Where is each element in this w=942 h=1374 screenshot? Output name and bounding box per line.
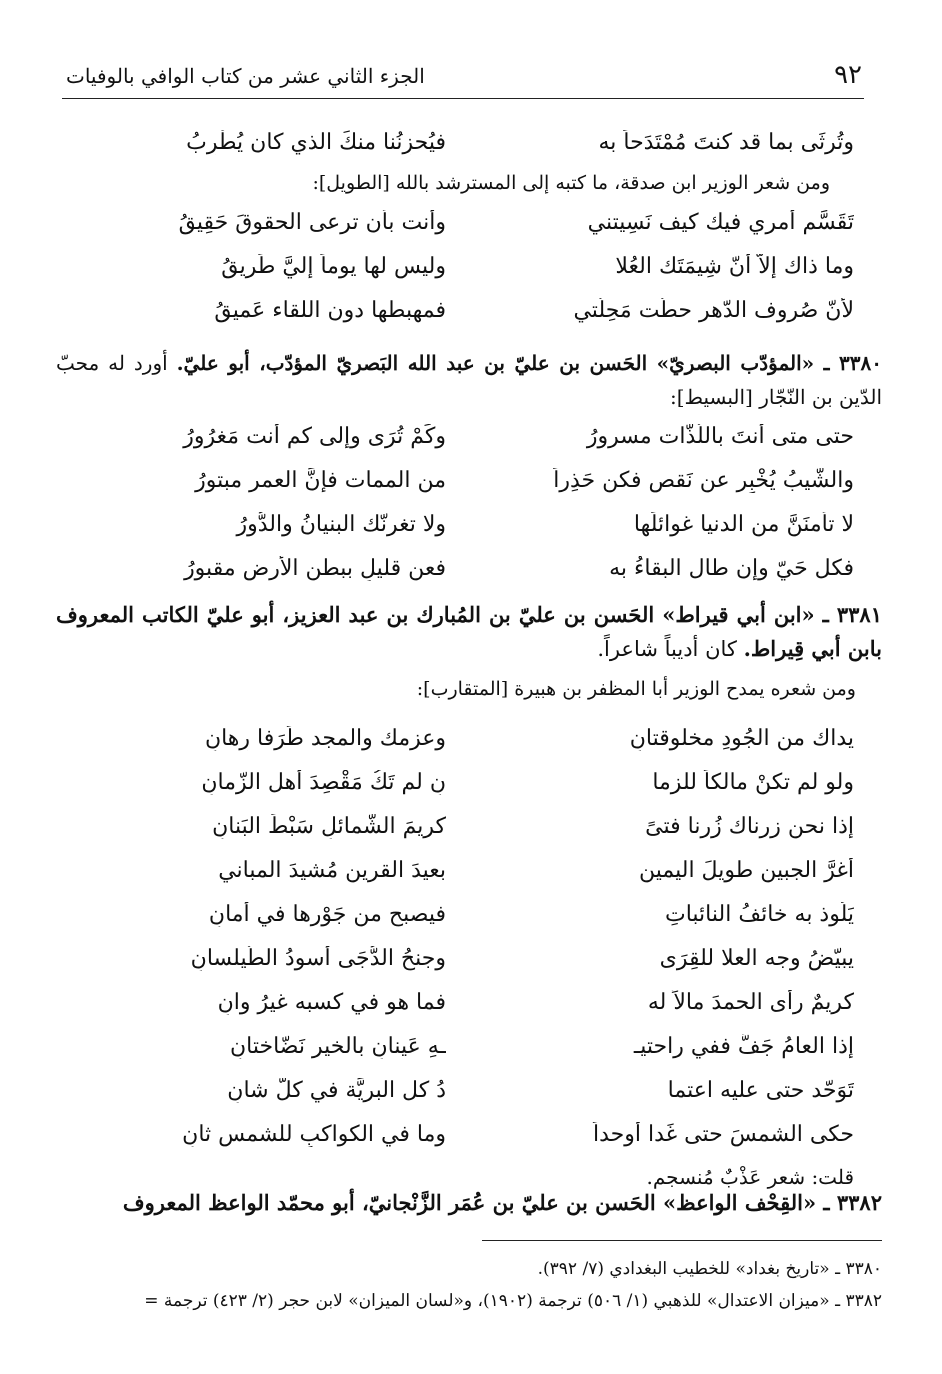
poem-3381: [68, 716, 854, 1194]
entry-heading: ٣٣٨٢ ـ «القِحْف الواعظ» الحَسن بن عليّ بن عُمَر الزَّنْجانيّ، أبو محمّد الواعظ المعروف: [122, 1190, 882, 1215]
verse-first-hemistich: فكل حَيّ وإن طال البقاءُ به: [609, 555, 854, 581]
verse-line: [68, 458, 854, 502]
verse-first-hemistich: حكى الشمسَ حتى غَدا أوحداً: [592, 1121, 854, 1147]
verse-first-hemistich: إذا العامُ جَفَّ ففي راحتيـ: [633, 1033, 854, 1059]
verse-line: [68, 848, 854, 892]
verse-first-hemistich: ولو لم تكنْ مالكاً للزما: [652, 769, 854, 795]
poem-intro: ومن شعره يمدح الوزير أبا المظفر بن هبيرة [المتقارب]:: [416, 678, 856, 700]
verse-first-hemistich: أغرَّ الجبين طويلَ اليمين: [639, 857, 854, 883]
verse-first-hemistich: تَقَسَّم أمري فيك كيف نَسِيتني: [587, 209, 854, 235]
verse-line: [68, 760, 854, 804]
author-remark: قلت: شعر عَذْبٌ مُنسجم.: [646, 1165, 854, 1189]
verse-second-hemistich: وأنت بأن ترعى الحقوقَ حَقِيقُ: [178, 209, 446, 235]
entry-3381: [56, 598, 882, 706]
verse-second-hemistich: وعزمك والمجد طَرَفا رِهانِ: [204, 725, 446, 751]
footnotes: [56, 1240, 882, 1317]
entry-heading: ٣٣٨١ ـ «ابن أبي قيراط» الحَسن بن عليّ بن المُبارك بن عبد العزيز، أبو عليّ الكاتب المعروف بابن أبي قِيراط.: [56, 602, 882, 661]
footnote: ٣٣٨٠ ـ «تاريخ بغداد» للخطيب البغدادي (٧/ ٣٩٢).: [537, 1259, 882, 1279]
verse-line: [68, 1112, 854, 1156]
verse-second-hemistich: فعن قليلٍ ببطن الأرض مقبورُ: [184, 555, 446, 581]
verse-second-hemistich: من الممات فإنَّ العمر مبتورُ: [195, 467, 446, 493]
verse-second-hemistich: نِ لم تَكُ مَقْصِدَ أهل الزّمانِ: [201, 769, 446, 795]
entry-text: [56, 1186, 882, 1220]
verse-second-hemistich: فمهبطها دون اللقاء عَميقُ: [214, 297, 446, 323]
entry-body: كان أديباً شاعراً.: [597, 637, 737, 661]
page-number: ٩٢: [834, 60, 862, 90]
verse-line: [68, 804, 854, 848]
entry-text: [56, 346, 882, 414]
poem-3380: [68, 414, 854, 590]
verse-second-hemistich: ـهِ عَينانِ بالخير نَضّاختانِ: [230, 1033, 446, 1059]
verse-line: [68, 244, 854, 288]
verse-second-hemistich: فما هو في كسبه غيرُ وانِ: [217, 989, 446, 1015]
verse-line: [68, 716, 854, 760]
footnote-divider: [482, 1240, 882, 1241]
verse-first-hemistich: يبيّضُ وجه العلا للقِرَى: [659, 945, 854, 971]
verse-second-hemistich: وكَمْ تُرَى وإلى كم أنت مَغرُورُ: [183, 423, 446, 449]
footnote: ٣٣٨٢ ـ «ميزان الاعتدال» للذهبي (١/ ٥٠٦) ترجمة (١٩٠٢)، و«لسان الميزان» لابن حجر (٢/ ٤٢٣) ترجمة =: [144, 1291, 882, 1311]
entry-body: أورد له محبّ الدّين بن النّجّار [البسيط]:: [56, 351, 882, 409]
page-header: [62, 58, 864, 99]
verse-line: [68, 980, 854, 1024]
entry-text: [56, 598, 882, 666]
verse-line: [68, 502, 854, 546]
entry-3380: [56, 346, 882, 414]
entry-heading: ٣٣٨٠ ـ «المؤدّب البصريّ» الحَسن بن عليّ بن عبد الله البَصريّ المؤدّب، أبو عليّ.: [176, 351, 882, 375]
verse-line: [68, 120, 854, 164]
verse-second-hemistich: دُ كل البريَّة في كلّ شانِ: [227, 1077, 446, 1103]
verse-second-hemistich: فيُحزِنُنا منكَ الذي كان يُطْرِبُ: [186, 129, 446, 155]
entry-3382: [56, 1186, 882, 1220]
verse-first-hemistich: والشّيبُ يُخْبِر عن نَقص فكن حَذِراً: [553, 467, 854, 493]
verse-line: [68, 546, 854, 590]
running-title: الجزء الثاني عشر من كتاب الوافي بالوفيات: [66, 64, 425, 88]
verse-second-hemistich: كريمَ الشّمائلِ سَبْطَ البَنانِ: [212, 813, 446, 839]
main-text: [68, 120, 854, 332]
verse-first-hemistich: وما ذاك إلاّ أنّ شِيمَتَك العُلا: [615, 253, 854, 279]
verse-second-hemistich: ولا تغرنّك البنيانُ والدُّورُ: [236, 511, 446, 537]
verse-first-hemistich: لا تأمنَنَّ من الدنيا غوائلَها: [633, 511, 854, 537]
verse-line: [68, 1068, 854, 1112]
verse-second-hemistich: وجنحُ الدُّجَى أسودُ الطَّيلسانِ: [190, 945, 446, 971]
verse-line: [68, 936, 854, 980]
verse-first-hemistich: إذا نحن زرناك زُرنا فتىً: [645, 813, 854, 839]
verse-first-hemistich: كريمٌ رأى الحمدَ مالاً له: [647, 989, 854, 1015]
verse-first-hemistich: لأنّ صُروف الدّهر حطَّت مَحِلّتي: [573, 297, 854, 323]
verse-first-hemistich: تَوَحّد حتى عليه اعتما: [667, 1077, 854, 1103]
poem-intro: ومن شعر الوزير ابن صدقة، ما كتبه إلى المسترشد بالله [الطويل]:: [312, 172, 830, 194]
verse-second-hemistich: وما في الكواكبِ للشمس ثانِ: [182, 1121, 446, 1147]
verse-first-hemistich: وتُرثَى بما قد كنتَ مُمْتَدَحاً به: [598, 129, 854, 155]
verse-first-hemistich: يَلُوذ به خائفُ النائباتِ: [665, 901, 854, 927]
verse-second-hemistich: وليس لها يوماً إليَّ طَرِيقُ: [221, 253, 446, 279]
verse-line: [68, 892, 854, 936]
verse-line: [68, 288, 854, 332]
verse-first-hemistich: يداك من الجُودِ مخلوقتانِ: [629, 725, 854, 751]
verse-second-hemistich: فيصبح من جَوْرِها في أمانِ: [208, 901, 446, 927]
verse-second-hemistich: بعيدَ القرين مُشيدَ المباني: [218, 857, 446, 883]
verse-first-hemistich: حتى متى أنتَ باللّذّات مسرورُ: [586, 423, 854, 449]
verse-line: [68, 414, 854, 458]
verse-line: [68, 200, 854, 244]
verse-line: [68, 1024, 854, 1068]
